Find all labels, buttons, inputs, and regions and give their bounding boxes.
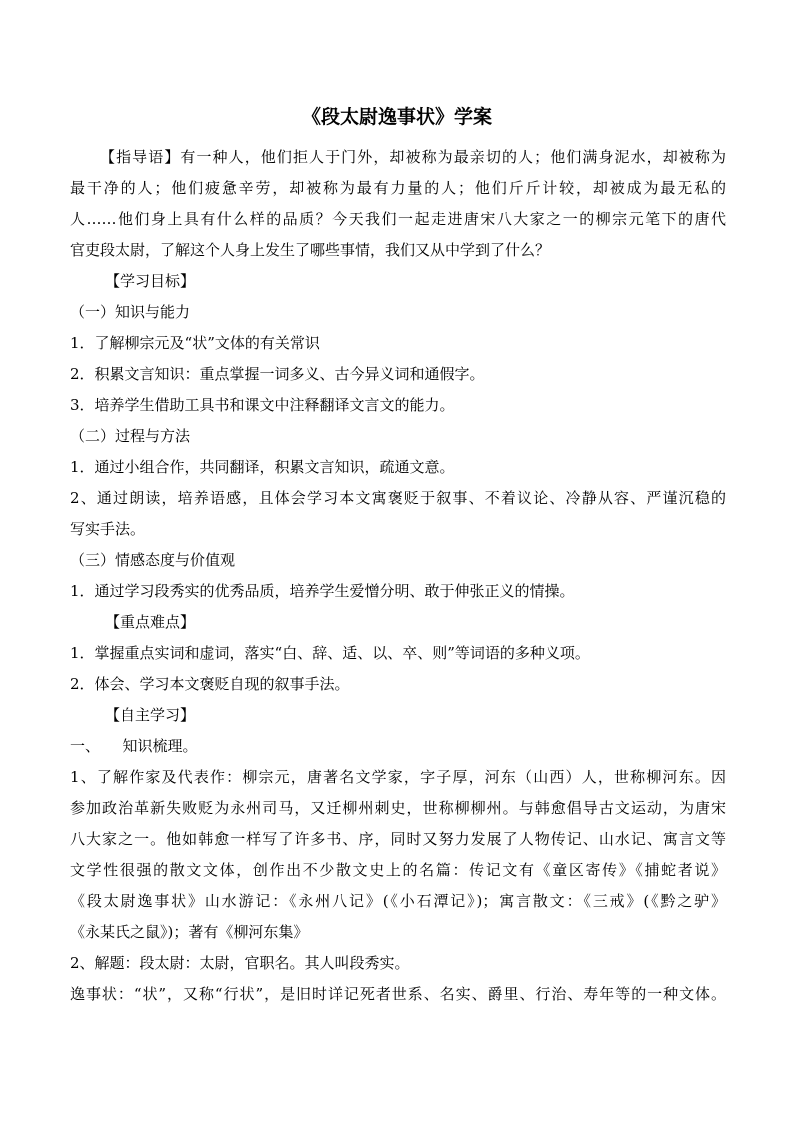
objective-item: 2、通过朗读，培养语感，且体会学习本文寓褒贬于叙事、不着议论、冷静从容、严谨沉稳的 bbox=[70, 489, 726, 507]
objective-item: 1．通过学习段秀实的优秀品质，培养学生爱憎分明、敢于伸张正义的情操。 bbox=[70, 582, 575, 600]
guide-paragraph-line-2: 最干净的人；他们疲惫辛劳，却被称为最有力量的人；他们斤斤计较，却被成为最无私的 bbox=[70, 179, 726, 197]
guide-paragraph-line-3: 人……他们身上具有什么样的品质？今天我们一起走进唐宋八大家之一的柳宗元笔下的唐代 bbox=[70, 210, 726, 228]
objective-item: 1．了解柳宗元及“状”文体的有关常识 bbox=[70, 334, 320, 352]
subheading-process: （二）过程与方法 bbox=[70, 427, 191, 445]
guide-paragraph-line-4: 官吏段太尉，了解这个人身上发生了哪些事情，我们又从中学到了什么？ bbox=[70, 241, 551, 259]
section-heading-key-points: 【重点难点】 bbox=[105, 613, 196, 631]
author-paragraph-line-4: 文学性很强的散文文体，创作出不少散文史上的名篇：传记文有《童区寄传》《捕蛇者说》 bbox=[70, 861, 726, 879]
document-body bbox=[70, 142, 726, 1010]
subheading-emotion: （三）情感态度与价值观 bbox=[70, 551, 236, 569]
title-explanation: 2、解题：段太尉：太尉，官职名。其人叫段秀实。 bbox=[70, 954, 410, 972]
objective-item: 1．通过小组合作，共同翻译，积累文言知识，疏通文意。 bbox=[70, 458, 455, 476]
section-heading-objectives: 【学习目标】 bbox=[105, 272, 196, 290]
section-heading-self-study: 【自主学习】 bbox=[105, 706, 196, 724]
key-point-item: 1．掌握重点实词和虚词，落实“白、辞、适、以、卒、则”等词语的多种义项。 bbox=[70, 644, 590, 662]
author-paragraph-line-3: 八大家之一。他如韩愈一样写了许多书、序，同时又努力发展了人物传记、山水记、寓言文等 bbox=[70, 830, 726, 848]
key-point-item: 2．体会、学习本文褒贬自现的叙事手法。 bbox=[70, 675, 350, 693]
genre-explanation: 逸事状：“状”，又称“行状”，是旧时详记死者世系、名实、爵里、行治、寿年等的一种文体。 bbox=[70, 985, 726, 1003]
objective-item: 2．积累文言知识：重点掌握一词多义、古今异义词和通假字。 bbox=[70, 365, 485, 383]
subheading-knowledge: （一）知识与能力 bbox=[70, 303, 191, 321]
subheading-knowledge-review: 一、 知识梳理。 bbox=[70, 737, 198, 755]
author-paragraph-line-1: 1、了解作家及代表作：柳宗元，唐著名文学家，字子厚，河东（山西）人，世称柳河东。因 bbox=[70, 768, 726, 786]
author-paragraph-line-6: 《永某氏之鼠》)；著有《柳河东集》 bbox=[70, 923, 309, 941]
guide-paragraph-line-1: 【指导语】有一种人，他们拒人于门外，却被称为最亲切的人；他们满身泥水，却被称为 bbox=[100, 148, 726, 166]
document-title: 《段太尉逸事状》学案 bbox=[301, 106, 492, 128]
objective-item: 3．培养学生借助工具书和课文中注释翻译文言文的能力。 bbox=[70, 396, 455, 414]
author-paragraph-line-2: 参加政治革新失败贬为永州司马，又迁柳州刺史，世称柳柳州。与韩愈倡导古文运动，为唐宋 bbox=[70, 799, 726, 817]
objective-item-continued: 写实手法。 bbox=[70, 520, 146, 538]
author-paragraph-line-5: 《段太尉逸事状》山水游记：《永州八记》(《小石潭记》)；寓言散文：《三戒》(《黔之驴》 bbox=[70, 892, 726, 910]
